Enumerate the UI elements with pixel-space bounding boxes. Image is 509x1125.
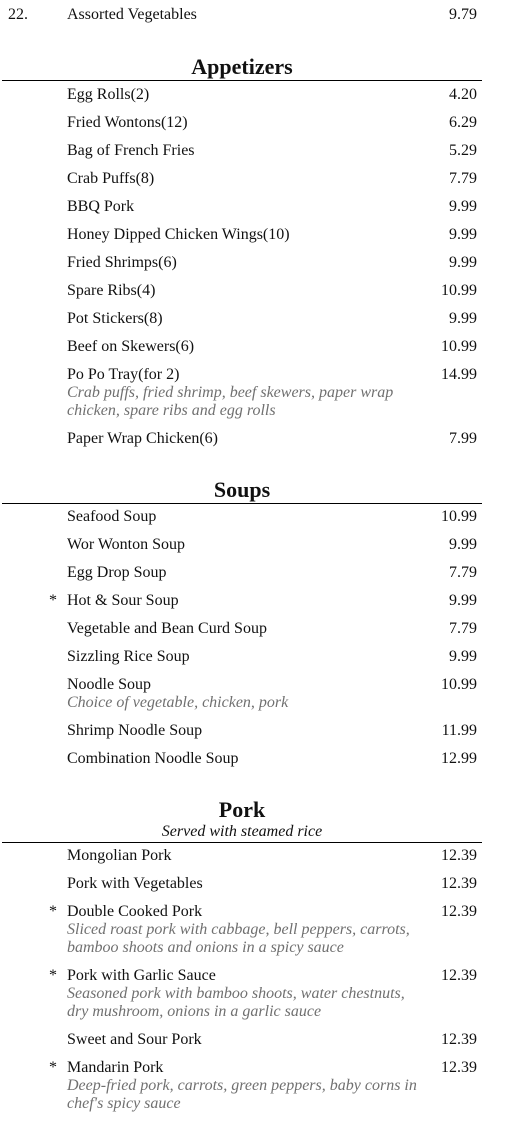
section-title: Pork: [218, 797, 266, 822]
item-price: 10.99: [441, 676, 477, 693]
item-description: Deep-fried pork, carrots, green peppers, baby corns in chef's spicy sauce: [67, 1077, 417, 1112]
item-name: Crab Puffs(8): [67, 170, 155, 187]
section-header: [2, 797, 482, 841]
item-name: Beef on Skewers(6): [67, 338, 195, 355]
item-description: Crab puffs, fried shrimp, beef skewers, paper wrap chicken, spare ribs and egg rolls: [67, 384, 394, 419]
item-name: Mongolian Pork: [67, 847, 172, 864]
item-name: Pork with Vegetables: [67, 875, 203, 892]
menu-item-row: [0, 6, 509, 26]
item-price: 7.99: [449, 430, 477, 447]
item-name: Vegetable and Bean Curd Soup: [67, 620, 267, 637]
item-name: Hot & Sour Soup: [67, 592, 179, 609]
item-price: 11.99: [441, 722, 477, 739]
section-header: [2, 477, 482, 503]
item-name: Assorted Vegetables: [67, 6, 197, 23]
item-name: Mandarin Pork: [67, 1059, 164, 1076]
item-name: Pork with Garlic Sauce: [67, 967, 216, 984]
item-price: 12.39: [441, 967, 477, 984]
item-name: Noodle Soup: [67, 676, 151, 693]
section-header: [2, 54, 482, 80]
item-name: Sweet and Sour Pork: [67, 1031, 202, 1048]
section-title: Soups: [213, 477, 271, 502]
item-name: Po Po Tray(for 2): [67, 366, 180, 383]
item-price: 10.99: [441, 282, 477, 299]
item-price: 10.99: [441, 508, 477, 525]
item-price: 10.99: [441, 338, 477, 355]
item-price: 9.99: [449, 310, 477, 327]
item-description: Choice of vegetable, chicken, pork: [67, 694, 289, 711]
item-price: 12.39: [441, 847, 477, 864]
item-name: Combination Noodle Soup: [67, 750, 239, 767]
item-price: 5.29: [449, 142, 477, 159]
item-name: Wor Wonton Soup: [67, 536, 186, 553]
section-title: Appetizers: [191, 54, 293, 79]
section-divider: [2, 842, 482, 843]
item-name: Shrimp Noodle Soup: [67, 722, 203, 739]
item-price: 9.99: [449, 648, 477, 665]
item-price: 4.20: [449, 86, 477, 103]
spicy-star-icon: *: [49, 1059, 57, 1076]
item-price: 14.99: [441, 366, 477, 383]
section-divider: [2, 80, 482, 81]
spicy-star-icon: *: [49, 903, 57, 920]
item-name: Pot Stickers(8): [67, 310, 163, 327]
spicy-star-icon: *: [49, 967, 57, 984]
item-price: 7.79: [449, 564, 477, 581]
item-name: Egg Rolls(2): [67, 86, 150, 103]
item-name: Fried Shrimps(6): [67, 254, 177, 271]
item-name: Fried Wontons(12): [67, 114, 188, 131]
item-description: Sliced roast pork with cabbage, bell peppers, carrots, bamboo shoots and onions in a spicy sauce: [67, 921, 410, 956]
item-name: BBQ Pork: [67, 198, 135, 215]
item-price: 7.79: [449, 620, 477, 637]
item-price: 12.39: [441, 1059, 477, 1076]
item-name: Seafood Soup: [67, 508, 157, 525]
item-description: Seasoned pork with bamboo shoots, water chestnuts, dry mushroom, onions in a garlic sauce: [67, 985, 405, 1020]
item-price: 12.99: [441, 750, 477, 767]
item-price: 9.99: [449, 254, 477, 271]
item-price: 12.39: [441, 1031, 477, 1048]
item-name: Egg Drop Soup: [67, 564, 167, 581]
item-price: 9.79: [449, 6, 477, 23]
item-price: 9.99: [449, 226, 477, 243]
item-price: 9.99: [449, 536, 477, 553]
item-name: Bag of French Fries: [67, 142, 195, 159]
item-name: Spare Ribs(4): [67, 282, 156, 299]
item-name: Paper Wrap Chicken(6): [67, 430, 219, 447]
item-name: Honey Dipped Chicken Wings(10): [67, 226, 290, 243]
item-name: Sizzling Rice Soup: [67, 648, 190, 665]
item-price: 7.79: [449, 170, 477, 187]
item-price: 9.99: [449, 592, 477, 609]
section-divider: [2, 503, 482, 504]
spicy-star-icon: *: [49, 592, 57, 609]
item-price: 12.39: [441, 903, 477, 920]
item-number: 22.: [8, 6, 28, 23]
item-price: 9.99: [449, 198, 477, 215]
item-name: Double Cooked Pork: [67, 903, 203, 920]
item-price: 12.39: [441, 875, 477, 892]
item-price: 6.29: [449, 114, 477, 131]
section-subtitle: Served with steamed rice: [161, 823, 323, 840]
